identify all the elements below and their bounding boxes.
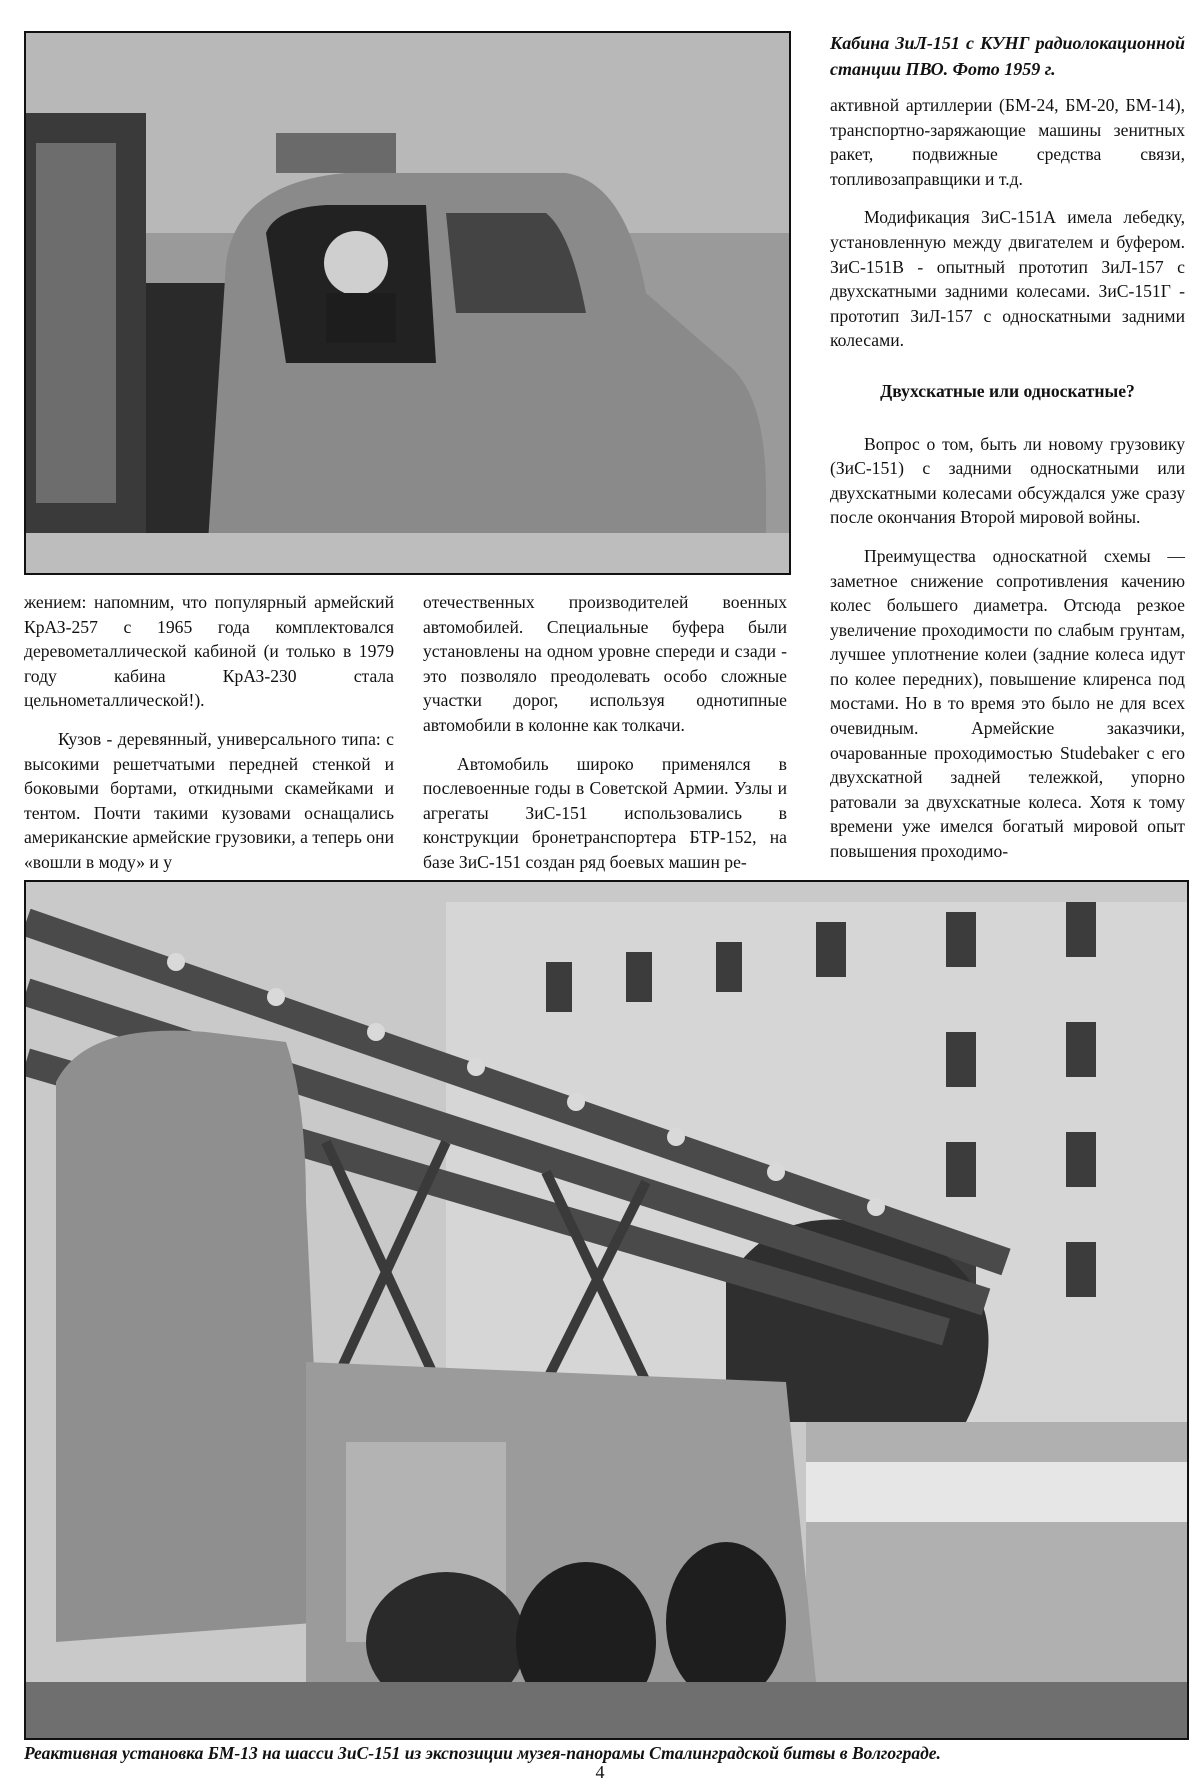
- cab-photo: [24, 31, 791, 575]
- left-paragraph-1: жением: напомним, что популярный армейский КрАЗ-257 с 1965 года комплектовался деревометаллической кабиной (и только в 1979 году кабина КрАЗ-230 стала цельнометаллической!).: [24, 592, 394, 711]
- middle-paragraph-1: отечественных производителей военных автомобилей. Специальные буфера были установлены на одном уровне спереди и сзади - это позволяло преодолевать особо сложные участки дорог, используя однотипные автомобили в колонне как толкачи.: [423, 592, 787, 735]
- top-photo-caption: Кабина ЗиЛ-151 с КУНГ радиолокационной станции ПВО. Фото 1959 г.: [830, 33, 1185, 79]
- left-paragraph-2: Кузов - деревянный, универсального типа: с высокими решетчатыми передней стенкой и боковыми бортами, откидными скамейками и тентом. Почти такими кузовами оснащались американские армейские грузовики, а теперь они «вошли в моду» и у: [24, 728, 394, 872]
- right-column: [830, 93, 1185, 878]
- left-column: [24, 590, 394, 889]
- cab-photo-image: [26, 33, 789, 573]
- right-paragraph-3: Вопрос о том, быть ли новому грузовику (ЗиС-151) с задними односкатными или двухскатными колесами обсуждался уже сразу после окончания Второй мировой войны.: [830, 433, 1185, 528]
- middle-paragraph-2: Автомобиль широко применялся в послевоенные годы в Советской Армии. Узлы и агрегаты ЗиС-151 использовались в конструкции бронетранспортера БТР-152, на базе ЗиС-151 создан ряд боевых машин ре-: [423, 753, 787, 872]
- bottom-photo-caption: Реактивная установка БМ-13 на шасси ЗиС-151 из экспозиции музея-панорамы Сталинградской битвы в Волгограде.: [24, 1743, 941, 1763]
- page-number: 4: [595, 1762, 605, 1782]
- right-paragraph-2: Модификация ЗиС-151А имела лебедку, установленную между двигателем и буфером. ЗиС-151В - опытный прототип ЗиЛ-157 с двухскатными задними колесами. ЗиС-151Г - прототип ЗиЛ-157 с односкатными задними колесами.: [830, 207, 1185, 351]
- right-paragraph-1: активной артиллерии (БМ-24, БМ-20, БМ-14), транспортно-заряжающие машины зенитных ракет, подвижные средства связи, топливозаправщики и т.д.: [830, 95, 1185, 189]
- right-paragraph-4: Преимущества односкатной схемы — заметное снижение сопротивления качению колес большего диаметра. Отсюда резкое увеличение проходимости по слабым грунтам, лучшее уплотнение колеи (задние колеса идут по колее передних), повышение клиренса под мостами. Но в то время это было не для всех очевидным. Армейские заказчики, очарованные проходимостью Studebaker с его двухскатной задней тележкой, упорно ратовали за двухскатные колеса. Хотя к тому времени уже имелся богатый мировой опыт повышения проходимо-: [830, 545, 1185, 862]
- launcher-photo: [24, 880, 1189, 1740]
- middle-column: [423, 590, 787, 889]
- section-heading: Двухскатные или односкатные?: [880, 380, 1135, 401]
- launcher-photo-image: [26, 882, 1187, 1738]
